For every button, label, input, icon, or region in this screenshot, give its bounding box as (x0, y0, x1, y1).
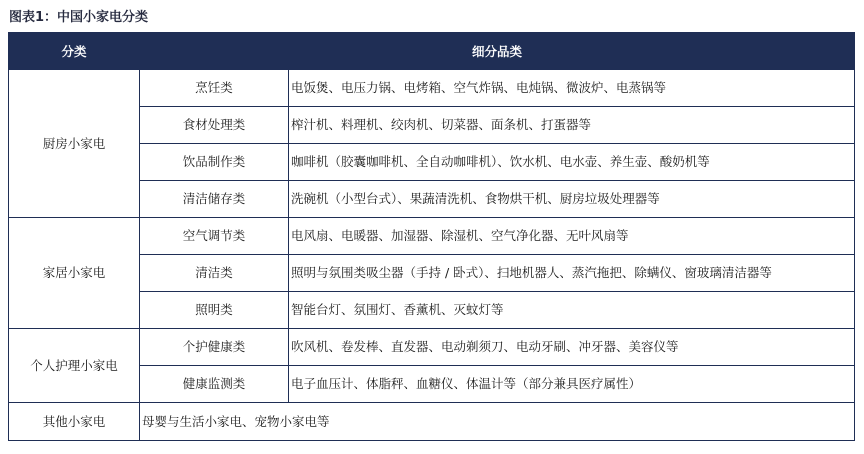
items-cell: 吹风机、卷发棒、直发器、电动剃须刀、电动牙刷、冲牙器、美容仪等 (289, 329, 855, 366)
subcategory-cell: 空气调节类 (140, 218, 289, 255)
appliance-classification-table (8, 32, 855, 441)
subcategory-cell: 饮品制作类 (140, 144, 289, 181)
category-cell: 家居小家电 (9, 218, 140, 329)
header-category: 分类 (9, 33, 140, 70)
subcategory-cell: 食材处理类 (140, 107, 289, 144)
items-cell: 电风扇、电暖器、加湿器、除湿机、空气净化器、无叶风扇等 (289, 218, 855, 255)
table-row (9, 70, 855, 107)
subcategory-cell: 烹饪类 (140, 70, 289, 107)
items-cell: 照明与氛围类吸尘器（手持 / 卧式）、扫地机器人、蒸汽拖把、除螨仪、窗玻璃清洁器等 (289, 255, 855, 292)
items-cell: 智能台灯、氛围灯、香薰机、灭蚊灯等 (289, 292, 855, 329)
items-cell: 咖啡机（胶囊咖啡机、全自动咖啡机）、饮水机、电水壶、养生壶、酸奶机等 (289, 144, 855, 181)
items-cell: 榨汁机、料理机、绞肉机、切菜器、面条机、打蛋器等 (289, 107, 855, 144)
table-row (9, 403, 855, 441)
table-header-row (9, 33, 855, 70)
category-cell: 个人护理小家电 (9, 329, 140, 403)
items-cell: 电饭煲、电压力锅、电烤箱、空气炸锅、电炖锅、微波炉、电蒸锅等 (289, 70, 855, 107)
table-caption: 图表1：中国小家电分类 (9, 10, 149, 25)
items-cell: 洗碗机（小型台式）、果蔬清洗机、食物烘干机、厨房垃圾处理器等 (289, 181, 855, 218)
subcategory-cell: 个护健康类 (140, 329, 289, 366)
category-cell: 厨房小家电 (9, 70, 140, 218)
table-row (9, 329, 855, 366)
table-row (9, 218, 855, 255)
subcategory-cell: 清洁类 (140, 255, 289, 292)
items-cell: 电子血压计、体脂秤、血糖仪、体温计等（部分兼具医疗属性） (289, 366, 855, 403)
subcategory-cell: 照明类 (140, 292, 289, 329)
items-cell: 母婴与生活小家电、宠物小家电等 (140, 403, 855, 441)
subcategory-cell: 健康监测类 (140, 366, 289, 403)
header-subcategory-items: 细分品类 (140, 33, 855, 70)
category-cell: 其他小家电 (9, 403, 140, 441)
subcategory-cell: 清洁储存类 (140, 181, 289, 218)
